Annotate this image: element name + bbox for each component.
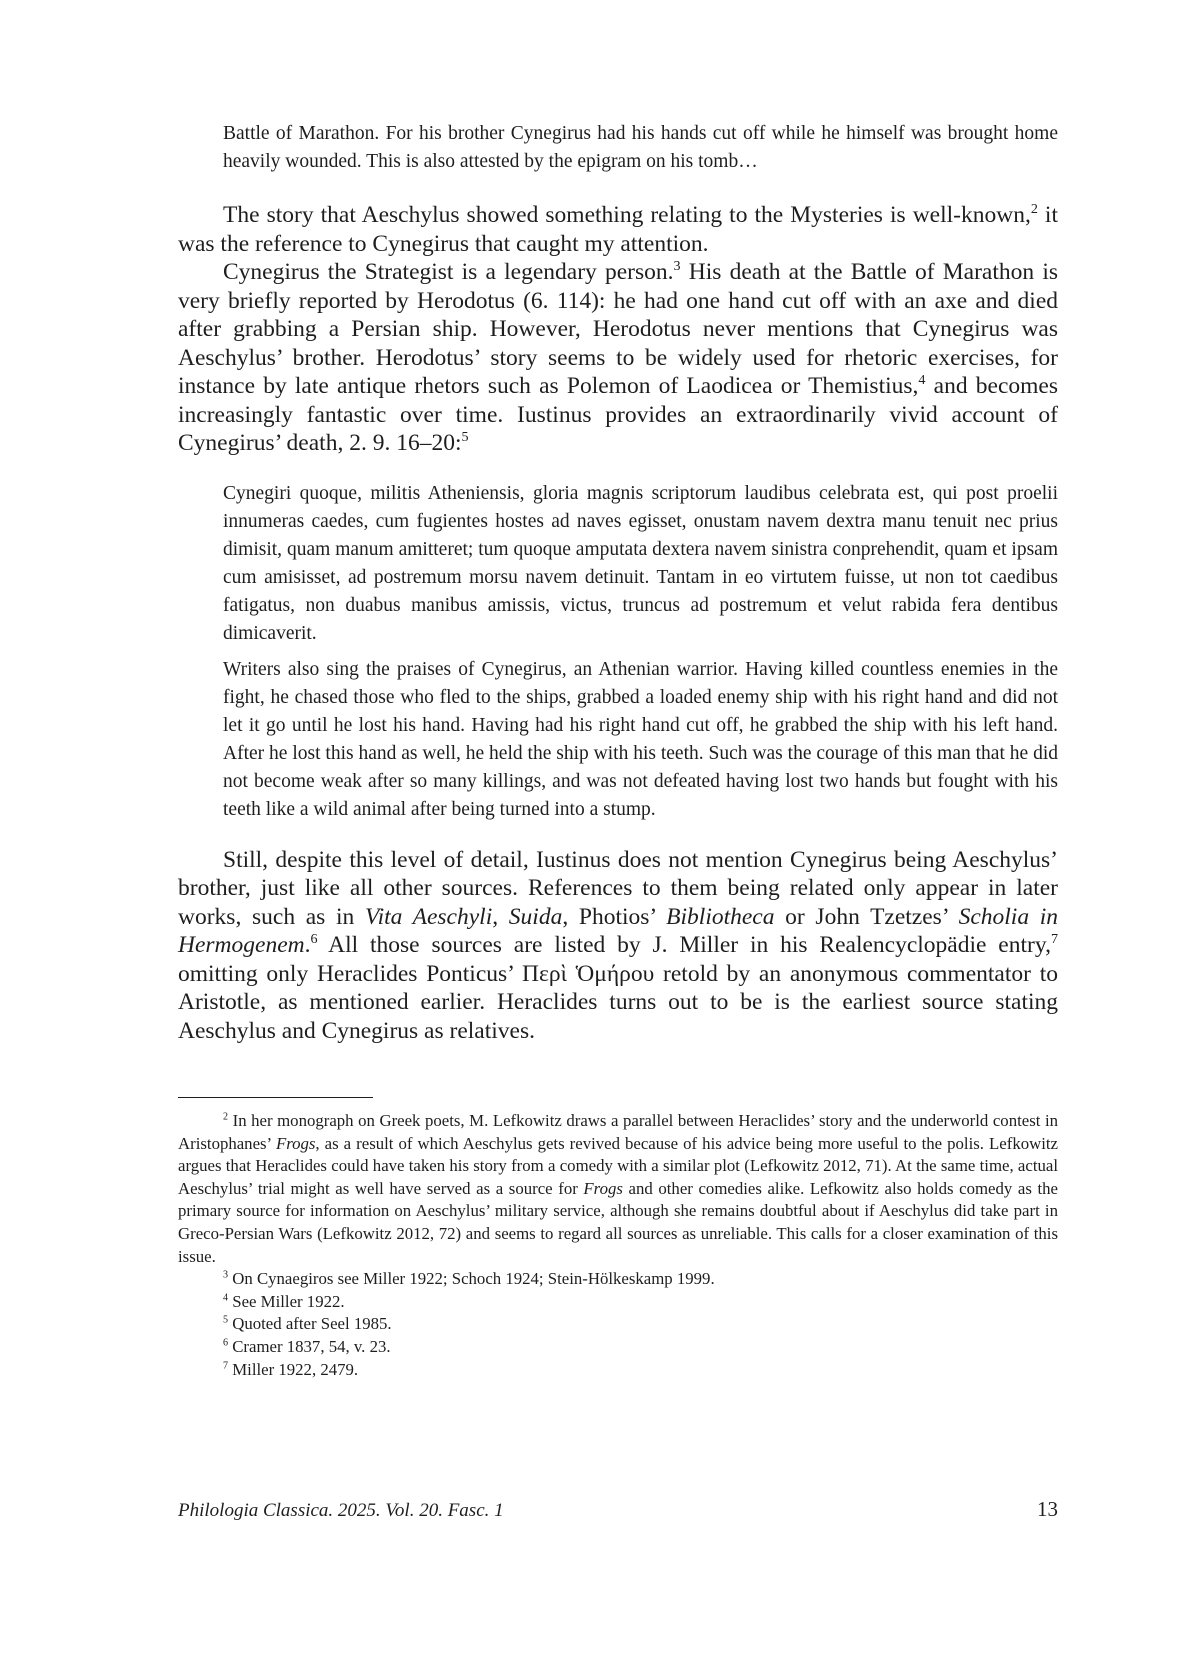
text-run: , as a result of which Aeschylus gets revived because of his advice being more useful to the polis. Lefkowitz argues that Heraclides could have taken his story from a comedy with a similar plot (Lefkowitz 2012, 71). At the same time, actual Aeschylus’ trial might as well have served as a source for: [178, 1133, 1058, 1198]
italic-title: Suida: [508, 903, 563, 930]
footnote-divider: [178, 1097, 373, 1098]
footnote-number: 6: [223, 1337, 229, 1349]
italic-title: Frogs: [583, 1178, 623, 1198]
text-run: See Miller 1922.: [228, 1291, 345, 1311]
footnote-6: [178, 1336, 1058, 1359]
footnote-5: [178, 1313, 1058, 1336]
italic-title: Frogs: [275, 1133, 316, 1153]
block-quote-iustinus: [223, 480, 1058, 824]
text-run: Cramer 1837, 54, v. 23.: [228, 1336, 391, 1356]
english-translation: Writers also sing the praises of Cynegirus, an Athenian warrior. Having killed countless enemies in the fight, he chased those who fled to the ships, grabbed a loaded enemy ship with his right hand and did not let it go until he lost his hand. Having had his right hand cut off, he grabbed the ship with his left hand. After he lost this hand as well, he held the ship with his teeth. Such was the courage of this man that he did not become weak after so many killings, and was not defeated having lost two hands but fought with his teeth like a wild animal after being turned into a stump.: [223, 658, 1058, 820]
latin-quote: Cynegiri quoque, militis Atheniensis, gloria magnis scriptorum laudibus celebrata est, qui post proelii innumeras caedes, cum fugientes hostes ad naves egisset, onustam navem dextra manu tenuit nec prius dimisit, quam manum amitteret; tum quoque amputata dextera navem sinistra conprehendit, quam et ipsam cum amisisset, ad postremum morsu navem detinuit. Tantam in eo virtutem fuisse, ut non tot caedibus fatigatus, non duabus manibus amissis, victus, truncus ad postremum et velut rabida fera dentibus dimicaverit.: [223, 482, 1058, 644]
text-run: and other comedies alike. Lefkowitz also holds comedy as the primary source for information on Aeschylus’ military service, although she remains doubtful about if Aeschylus did take part in Greco-Persian Wars (Lefkowitz 2012, 72) and seems to regard all sources as unreliable. This calls for a closer examination of this issue.: [178, 1178, 1058, 1266]
text-run: Quoted after Seel 1985.: [228, 1314, 392, 1334]
body-section-2: [178, 846, 1058, 1046]
footnote-3: [178, 1268, 1058, 1291]
footnote-ref-6[interactable]: 6: [310, 931, 318, 948]
footnote-number: 3: [223, 1269, 229, 1281]
page-number: 13: [1037, 1497, 1058, 1521]
body-paragraph: [178, 846, 1058, 1046]
footnote-ref-3[interactable]: 3: [673, 258, 681, 275]
text-run: it was the reference to Cynegirus that caught my attention.: [178, 202, 1058, 257]
text-run: omitting only Heraclides Ponticus’ Περὶ Ὁμήρου retold by an anonymous commentator to Aristotle, as mentioned earlier. Heraclides turns out to be is the earliest source stating Aeschylus and Cynegirus as relatives.: [178, 960, 1058, 1044]
footnote-ref-2[interactable]: 2: [1030, 201, 1038, 218]
footnote-number: 2: [223, 1111, 229, 1123]
footnote-number: 7: [223, 1359, 229, 1371]
footnote-ref-7[interactable]: 7: [1050, 931, 1058, 948]
text-run: .: [304, 932, 311, 958]
footnote-number: 5: [223, 1314, 229, 1326]
text-run: Miller 1922, 2479.: [228, 1359, 359, 1379]
body-paragraph: [178, 258, 1058, 458]
italic-title: Bibliotheca: [666, 903, 775, 930]
body-section-1: [178, 201, 1058, 458]
text-run: On Cynaegiros see Miller 1922; Schoch 1924; Stein-Hölkeskamp 1999.: [228, 1269, 715, 1289]
footnotes: [178, 1110, 1058, 1381]
italic-title: Scholia in Hermogenem: [178, 903, 1059, 958]
body-paragraph: [178, 201, 1058, 258]
text-run: ,: [492, 903, 509, 930]
text-run: All those sources are listed by J. Miller in his Realencyclopädie entry,: [317, 932, 1051, 958]
text-run: , Photios’: [562, 903, 667, 930]
text-run: Cynegirus the Strategist is a legendary person.: [223, 259, 674, 285]
footnote-ref-5[interactable]: 5: [461, 429, 469, 446]
footnote-7: [178, 1359, 1058, 1382]
footnote-number: 4: [223, 1292, 229, 1304]
text-run: His death at the Battle of Marathon is very briefly reported by Herodotus (6. 114): he had one hand cut off with an axe and died after grabbing a Persian ship. However, Herodotus never mentions that Cynegirus was Aeschylus’ brother. Herodotus’ story seems to be widely used for rhetoric exercises, for instance by late antique rhetors such as Polemon of Laodicea or Themistius,: [178, 259, 1059, 399]
text-run: or John Tzetzes’: [774, 903, 959, 930]
text-run: In her monograph on Greek poets, M. Lefkowitz draws a parallel between Heraclides’ story and the underworld contest in Aristophanes’: [178, 1111, 1058, 1153]
italic-title: Vita Aeschyli: [364, 903, 493, 930]
footnote-4: [178, 1291, 1058, 1314]
text-run: The story that Aeschylus showed something relating to the Mysteries is well-known,: [223, 202, 1031, 228]
page-footer: [178, 1497, 1058, 1522]
text-run: Still, despite this level of detail, Iustinus does not mention Cynegirus being Aeschylus’ brother, just like all other sources. References to them being related only appear in later works, such as in: [178, 846, 1058, 930]
quote-paragraph: Battle of Marathon. For his brother Cynegirus had his hands cut off while he himself was brought home heavily wounded. This is also attested by the epigram on his tomb…: [223, 123, 1058, 172]
page-content: [178, 120, 1058, 1381]
block-quote-herodotus-context: [223, 120, 1058, 176]
text-run: and becomes increasingly fantastic over time. Iustinus provides an extraordinarily vivid account of Cynegirus’ death, 2. 9. 16–20:: [178, 373, 1058, 456]
footnote-ref-4[interactable]: 4: [918, 372, 926, 389]
journal-citation: Philologia Classica. 2025. Vol. 20. Fasc. 1: [178, 1500, 504, 1521]
footnote-2: [178, 1110, 1058, 1268]
